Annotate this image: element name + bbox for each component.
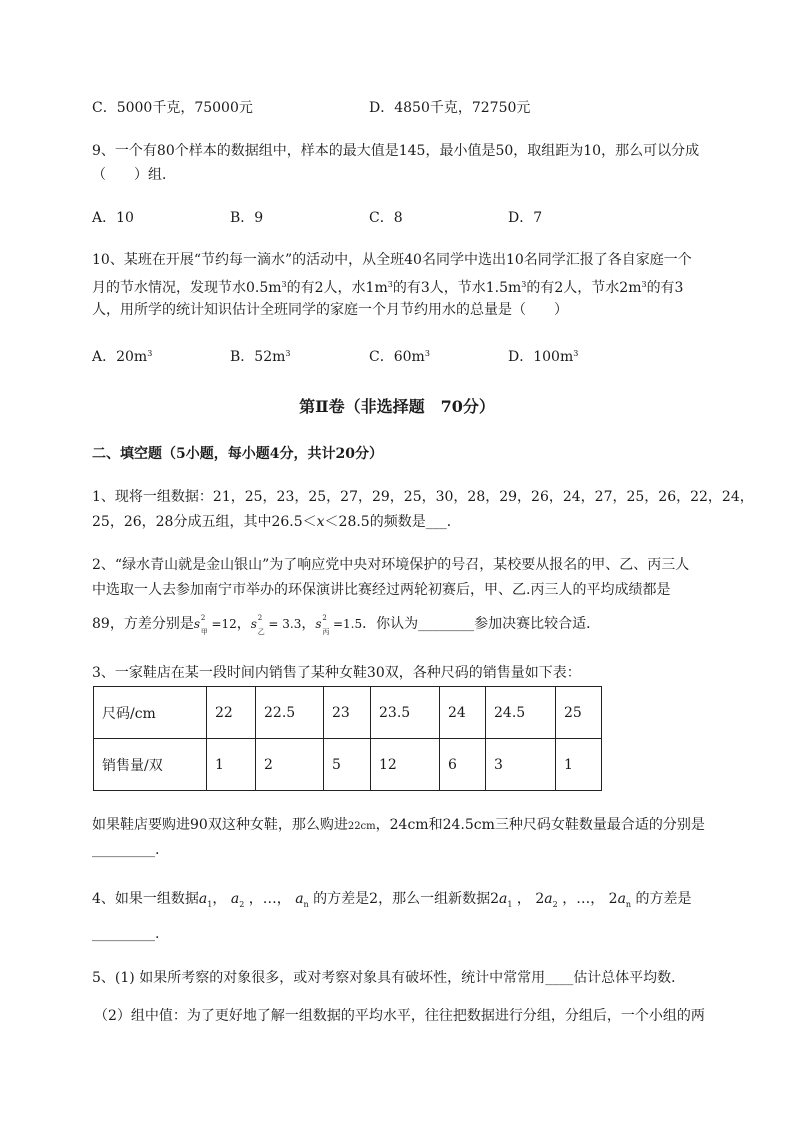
f4-text-line2: _________. [92,926,160,942]
table-row [94,739,602,791]
f4-text-line1: 4、如果一组数据$a_1$， $a_2$ ，…， $a_n$ 的方差是2，那么一组新数据$2a_1$ ， $2a_2$ ，…， $2a_n$ 的方差是 [92,891,692,909]
f3-answer-blank[interactable]: _________ [92,842,155,858]
f3-text-line1: 3、一家鞋店在某一段时间内销售了某种女鞋30双，各种尺码的销售量如下表： [92,665,581,681]
f2-text-line1: 2、“绿水青山就是金山银山”为了响应党中央对环境保护的号召，某校要从报名的甲、乙、丙三人 [92,557,690,573]
variance-yi: s 2 乙 = 3.3 [250,614,302,636]
table-cell: 24.5 [486,687,556,739]
table-cell: 2 [256,739,324,791]
table-cell: 12 [371,739,440,791]
table-cell: 尺码/cm [94,687,207,739]
part-title-fill-blank: 二、填空题（5小题，每小题4分，共计20分） [92,446,383,462]
f5-text-line1: 5、(1) 如果所考察的对象很多，或对考察对象具有破坏性，统计中常常用____估计总体平均数． [92,970,686,986]
q10-text-line1: 10、某班在开展“节约每一滴水”的活动中，从全班40名同学中选出10名同学汇报了各自家庭一个 [92,252,692,268]
variance-jia: s 2 甲 =12 [193,614,237,636]
f2-text-line3: 89，方差分别是s 2 甲 =12，s 2 乙 = 3.3，s 2 丙 =1.5．你认为________参加决赛比较合适． [92,614,601,636]
table-cell: 23.5 [371,687,440,739]
q9-option-c: C．8 [369,210,403,226]
f1-text-line2: 25，26，28分成五组，其中26.5＜x＜28.5的频数是___． [92,514,461,530]
q9-option-b: B．9 [230,210,264,226]
f3-text-after2: _________. [92,842,160,858]
table-cell: 25 [556,687,602,739]
f1-answer-blank[interactable]: ___ [425,514,447,530]
q8-option-d: D．4850千克，72750元 [369,100,531,116]
section-title: 第Ⅱ卷（非选择题 70分） [299,397,495,416]
variance-bing: s 2 丙 =1.5 [315,614,363,636]
q9-text-line2: （ ）组． [92,167,176,183]
f3-text-after1: 如果鞋店要购进90双这种女鞋，那么购进22cm，24cm和24.5cm三种尺码女鞋数量最合适的分别是 [92,817,705,833]
table-cell: 23 [324,687,371,739]
table-cell: 24 [440,687,486,739]
table-cell: 6 [440,739,486,791]
q10-option-b: B．$52m^3$ [230,349,291,365]
table-cell: 3 [486,739,556,791]
q10-option-c: C．$60m^3$ [369,349,430,365]
f2-text-line2: 中选取一人去参加南宁市举办的环保演讲比赛经过两轮初赛后，甲、乙.丙三人的平均成绩都是 [92,582,671,598]
f5-answer-blank[interactable]: ____ [545,970,574,986]
f1-text-line1: 1、现将一组数据：21，25，23，25，27，29，25，30，28，29，26，24，27，25，26，22，24， [92,489,754,505]
q10-option-a: A．$20m^3$ [92,349,153,365]
f5-text-line2: （2）组中值：为了更好地了解一组数据的平均水平，往往把数据进行分组，分组后，一个小组的两 [94,1008,705,1024]
shoe-size-table [93,686,602,791]
table-cell: 销售量/双 [94,739,207,791]
q8-option-c: C．5000千克，75000元 [92,100,253,116]
q9-text-line1: 9、一个有80个样本的数据组中，样本的最大值是145，最小值是50，取组距为10，那么可以分成 [92,143,700,159]
q9-option-d: D．7 [508,210,543,226]
f2-answer-blank[interactable]: ________ [418,616,475,632]
q10-text-line3: 人，用所学的统计知识估计全班同学的家庭一个月节约用水的总量是（ ） [92,302,568,318]
table-row [94,687,602,739]
table-cell: 22 [207,687,256,739]
table-cell: 22.5 [256,687,324,739]
table-cell: 5 [324,739,371,791]
q10-option-d: D．$100m^3$ [508,349,579,365]
q10-text-line2: 月的节水情况，发现节水$0.5m^3$的有2人，水$1m^3$的有3人，节水$1.5m^3$的有2人，节水$2m^3$的有3 [92,280,684,296]
table-cell: 1 [556,739,602,791]
f4-answer-blank[interactable]: _________ [92,926,155,942]
table-cell: 1 [207,739,256,791]
q9-option-a: A．10 [92,210,134,226]
